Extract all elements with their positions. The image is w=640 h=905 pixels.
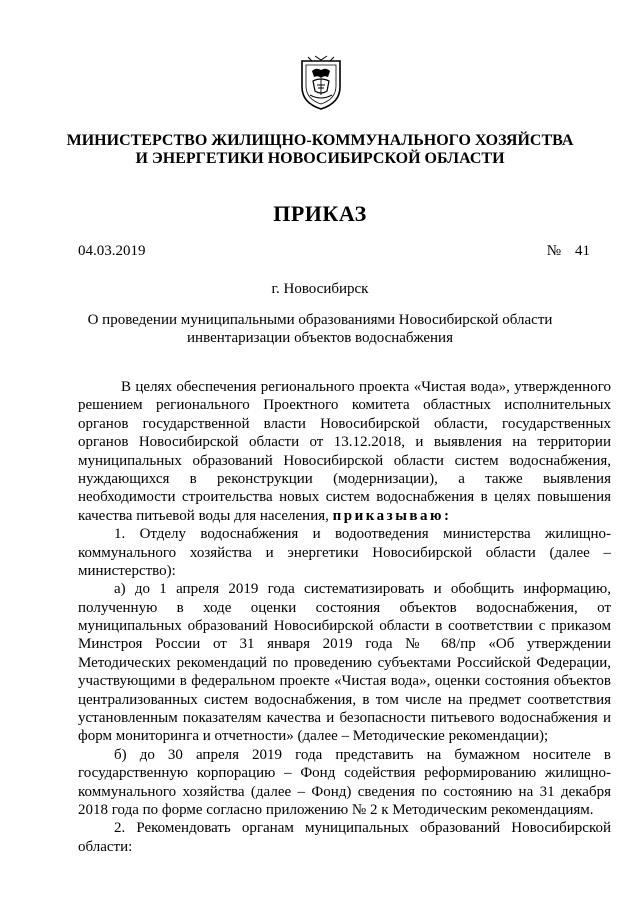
body-line: органов государственной власти Новосибирской области, государственных — [78, 415, 611, 432]
document-body — [78, 378, 611, 856]
item-2-line: области: — [78, 838, 133, 855]
item-1b-line: 2018 года по форме согласно приложению № 2 к Методическим рекомендациям. — [78, 801, 594, 818]
item-1a-line: Методических рекомендаций по проведению субъектами Российской Федерации, — [78, 654, 611, 671]
item-1b-line: б) до 30 апреля 2019 года представить на бумажном носителе в — [114, 746, 611, 763]
item-1a-line: установленным показателям качества и безопасности питьевого водоснабжения и — [78, 710, 611, 727]
number-sign: № — [546, 243, 561, 259]
body-text: качества питьевой воды для населения, — [78, 507, 329, 524]
item-1a-line: полученную в ходе оценки состояния объектов водоснабжения, от — [78, 599, 611, 616]
body-line: необходимости строительства новых систем водоснабжения в целях повышения — [78, 489, 611, 506]
item-1-line: коммунального хозяйства и энергетики Новосибирской области (далее – — [78, 544, 611, 561]
ministry-name-line-1: МИНИСТЕРСТВО ЖИЛИЩНО-КОММУНАЛЬНОГО ХОЗЯЙСТВА — [66, 132, 574, 149]
order-number — [547, 243, 590, 260]
body-line: муниципальных образований Новосибирской области систем водоснабжения, — [78, 452, 611, 469]
coat-of-arms-emblem — [298, 55, 344, 111]
body-line: нуждающихся в реконструкции (модернизации), а также выявления — [78, 470, 611, 487]
document-title: ПРИКАЗ — [273, 201, 367, 226]
body-line: решением регионального Проектного комитета областных исполнительных — [78, 397, 611, 414]
item-1-line: министерство): — [78, 562, 176, 579]
body-line: органов Новосибирской области от 13.12.2018, и выявления на территории — [78, 434, 611, 451]
item-1-line: 1. Отделу водоснабжения и водоотведения министерства жилищно- — [114, 526, 611, 543]
city-name: г. Новосибирск — [271, 281, 369, 297]
body-line: В целях обеспечения регионального проекта «Чистая вода», утвержденного — [121, 379, 611, 395]
number-value: 41 — [575, 243, 590, 259]
item-1b-line: коммунального хозяйства (далее – Фонд) сведения по состоянию на 31 декабря — [78, 783, 611, 800]
item-1b-line: государственную корпорацию – Фонд содействия реформированию жилищно- — [78, 765, 611, 782]
item-1a-line: централизованных систем водоснабжения, в том числе на предмет соответствия — [78, 691, 611, 708]
order-date: 04.03.2019 — [78, 243, 146, 259]
item-1a-line: а) до 1 апреля 2019 года систематизировать и обобщить информацию, — [114, 581, 611, 598]
body-line — [78, 507, 611, 525]
item-1a-line: форм мониторинга и отчетности» (далее – Методические рекомендации); — [78, 728, 549, 745]
order-subject-line-1: О проведении муниципальными образованиями Новосибирской области — [87, 312, 553, 328]
order-word: приказываю: — [332, 507, 452, 524]
item-1a-line: Минстроя России от 31 января 2019 года № 68/пр «Об утверждении — [78, 636, 611, 653]
item-2-line: 2. Рекомендовать органам муниципальных образований Новосибирской — [114, 820, 611, 837]
order-subject-line-2: инвентаризации объектов водоснабжения — [187, 330, 453, 346]
item-1a-line: муниципальных образований Новосибирской области в соответствии с приказом — [78, 618, 611, 635]
item-1a-line: участвующими в федеральном проекте «Чистая вода», оценки состояния объектов — [78, 673, 611, 690]
ministry-name-line-2: И ЭНЕРГЕТИКИ НОВОСИБИРСКОЙ ОБЛАСТИ — [135, 150, 505, 167]
